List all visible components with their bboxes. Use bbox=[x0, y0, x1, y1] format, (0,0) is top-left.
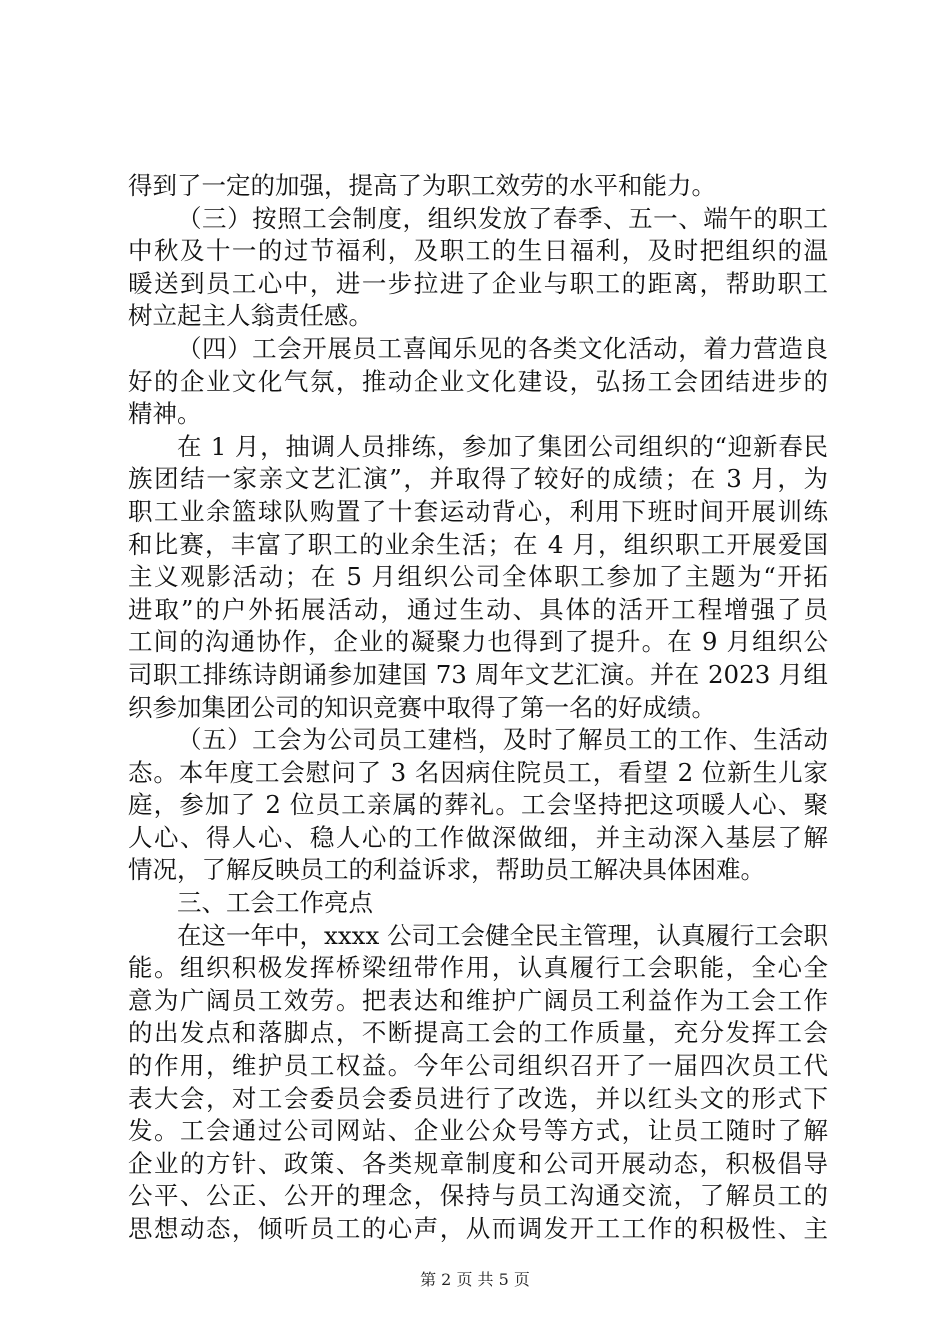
text-line: 的作用，维护员工权益。今年公司组织召开了一届四次员工代 bbox=[128, 1051, 828, 1081]
text-line: 暖送到员工心中，进一步拉进了企业与职工的距离，帮助职工 bbox=[128, 268, 828, 298]
text-line: 得到了一定的加强，提高了为职工效劳的水平和能力。 bbox=[128, 171, 716, 200]
text-line: 企业的方针、政策、各类规章制度和公司开展动态，积极倡导 bbox=[128, 1148, 828, 1178]
text-line: 司职工排练诗朗诵参加建国 73 周年文艺汇演。并在 2023 月组 bbox=[128, 659, 828, 689]
text-line: 主义观影活动；在 5 月组织公司全体职工参加了主题为“开拓 bbox=[128, 562, 828, 592]
text-line: 好的企业文化气氛，推动企业文化建设，弘扬工会团结进步的 bbox=[128, 366, 828, 396]
text-line: 工间的沟通协作，企业的凝聚力也得到了提升。在 9 月组织公 bbox=[128, 627, 828, 657]
text-line: （三）按照工会制度，组织发放了春季、五一、端午的职工 bbox=[177, 203, 828, 233]
text-line: 庭，参加了 2 位员工亲属的葬礼。工会坚持把这项暖人心、聚 bbox=[128, 790, 828, 820]
text-line: 意为广阔员工效劳。把表达和维护广阔员工利益作为工会工作 bbox=[128, 985, 828, 1015]
text-line: 和比赛，丰富了职工的业余生活；在 4 月，组织职工开展爱国 bbox=[128, 529, 828, 559]
text-line: 发。工会通过公司网站、企业公众号等方式，让员工随时了解 bbox=[128, 1116, 828, 1146]
text-line: 织参加集团公司的知识竞赛中取得了第一名的好成绩。 bbox=[128, 692, 716, 722]
text-line: 职工业余篮球队购置了十套运动背心，利用下班时间开展训练 bbox=[128, 496, 828, 526]
page-footer: 第 2 页 共 5 页 bbox=[420, 1270, 530, 1289]
text-line: 在这一年中，xxxx 公司工会健全民主管理，认真履行工会职 bbox=[177, 920, 829, 950]
text-line: 进取”的户外拓展活动，通过生动、具体的活开工程增强了员 bbox=[128, 594, 828, 624]
text-line: （五）工会为公司员工建档，及时了解员工的工作、生活动 bbox=[177, 725, 828, 755]
text-line: 精神。 bbox=[128, 399, 202, 429]
text-line: 表大会，对工会委员会委员进行了改选，并以红头文的形式下 bbox=[128, 1083, 828, 1113]
text-line: 族团结一家亲文艺汇演”，并取得了较好的成绩；在 3 月，为 bbox=[128, 464, 828, 494]
text-line: （四）工会开展员工喜闻乐见的各类文化活动，着力营造良 bbox=[177, 333, 828, 363]
text-line: 思想动态，倾听员工的心声，从而调发开工工作的积极性、主 bbox=[128, 1214, 828, 1243]
text-line: 的出发点和落脚点，不断提高工会的工作质量，充分发挥工会 bbox=[128, 1018, 828, 1048]
text-line: 中秋及十一的过节福利，及职工的生日福利，及时把组织的温 bbox=[128, 236, 828, 266]
text-line: 公平、公正、公开的理念，保持与员工沟通交流，了解员工的 bbox=[128, 1181, 828, 1211]
document-body bbox=[128, 170, 828, 1246]
text-line: 人心、得人心、稳人心的工作做深做细，并主动深入基层了解 bbox=[128, 822, 828, 852]
text-line: 态。本年度工会慰问了 3 名因病住院员工，看望 2 位新生儿家 bbox=[128, 757, 828, 787]
text-line: 能。组织积极发挥桥梁纽带作用，认真履行工会职能，全心全 bbox=[128, 953, 828, 983]
text-line: 情况，了解反映员工的利益诉求，帮助员工解决具体困难。 bbox=[128, 855, 765, 885]
text-line: 三、工会工作亮点 bbox=[177, 888, 373, 918]
text-line: 在 1 月，抽调人员排练，参加了集团公司组织的“迎新春民 bbox=[177, 431, 828, 461]
text-line: 树立起主人翁责任感。 bbox=[128, 301, 373, 331]
